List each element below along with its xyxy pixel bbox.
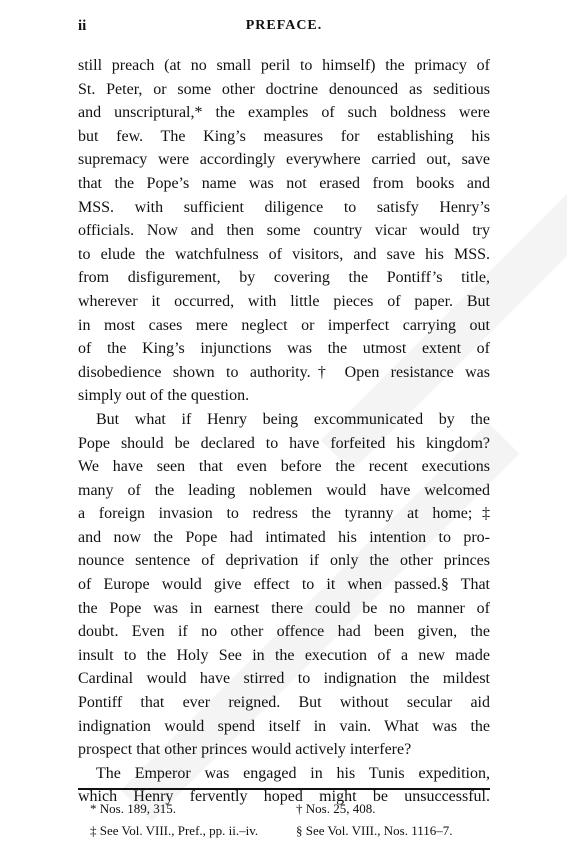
text-line: Pope should be declared to have forfeited his kingdom? [78, 434, 490, 452]
footnotes [78, 798, 490, 842]
text-line: from disfigurement, by covering the Pontiff’s title, [78, 269, 490, 287]
footnote-row [78, 820, 490, 842]
text-line: but few. The King’s measures for establishing his [78, 127, 490, 145]
text-line: prospect that other princes would actively interfere? [78, 741, 412, 759]
text-line: disobedience shown to authority.† Open resistance was [78, 363, 490, 381]
page-number: ii [78, 18, 87, 34]
footnote-4: § See Vol. VIII., Nos. 1116–7. [296, 823, 453, 838]
text-line: which Henry fervently hoped might be unsuccessful. [78, 788, 490, 806]
text-line: and now the Pope had intimated his intention to pro- [78, 528, 490, 546]
footnote-3: ‡ See Vol. VIII., Pref., pp. ii.–iv. [90, 823, 259, 838]
text-line: MSS. with sufficient diligence to satisfy Henry’s [78, 198, 490, 216]
text-line: the Pope was in earnest there could be no manner of [78, 599, 490, 617]
text-line: nounce sentence of deprivation if only the other princes [78, 552, 490, 570]
text-line: a foreign invasion to redress the tyranny at home;‡ [78, 505, 490, 523]
text-line: many of the leading noblemen would have welcomed [78, 481, 490, 499]
footnote-row [78, 798, 490, 820]
body-text [78, 54, 490, 809]
text-line: simply out of the question. [78, 387, 250, 405]
footnote-rule [78, 788, 490, 790]
text-line: officials. Now and then some country vicar would try [78, 222, 490, 240]
text-line: to elude the watchfulness of visitors, and save his MSS. [78, 245, 490, 263]
text-line: The Emperor was engaged in his Tunis expedition, [96, 764, 490, 782]
page-header [78, 18, 490, 40]
running-title: PREFACE. [245, 18, 323, 33]
text-line: doubt. Even if no other offence had been given, the [78, 623, 490, 641]
text-line: St. Peter, or some other doctrine denounced as seditious [78, 80, 490, 98]
text-line: of the King’s injunctions was the utmost extent of [78, 340, 490, 358]
text-line: of Europe would give effect to it when passed.§ That [78, 576, 490, 594]
text-line: supremacy were accordingly everywhere carried out, save [78, 151, 490, 169]
text-line: still preach (at no small peril to himself) the primacy of [78, 57, 490, 74]
text-line: But what if Henry being excommunicated by the [96, 410, 490, 428]
footnote-2: † Nos. 25, 408. [296, 801, 376, 816]
text-line: indignation would spend itself in vain. What was the [78, 717, 490, 735]
text-line: Cardinal would have stirred to indignation the mildest [78, 670, 490, 688]
text-line: Pontiff that ever reigned. But without secular aid [78, 694, 490, 712]
text-line: in most cases mere neglect or imperfect carrying out [78, 316, 490, 334]
text-line: wherever it occurred, with little pieces of paper. But [78, 292, 490, 310]
footnote-1: * Nos. 189, 315. [90, 801, 176, 816]
text-line: and unscriptural,* the examples of such boldness were [78, 104, 490, 122]
text-line: insult to the Holy See in the execution of a new made [78, 646, 490, 664]
text-line: We have seen that even before the recent executions [78, 458, 490, 476]
text-line: that the Pope’s name was not erased from books and [78, 174, 490, 192]
